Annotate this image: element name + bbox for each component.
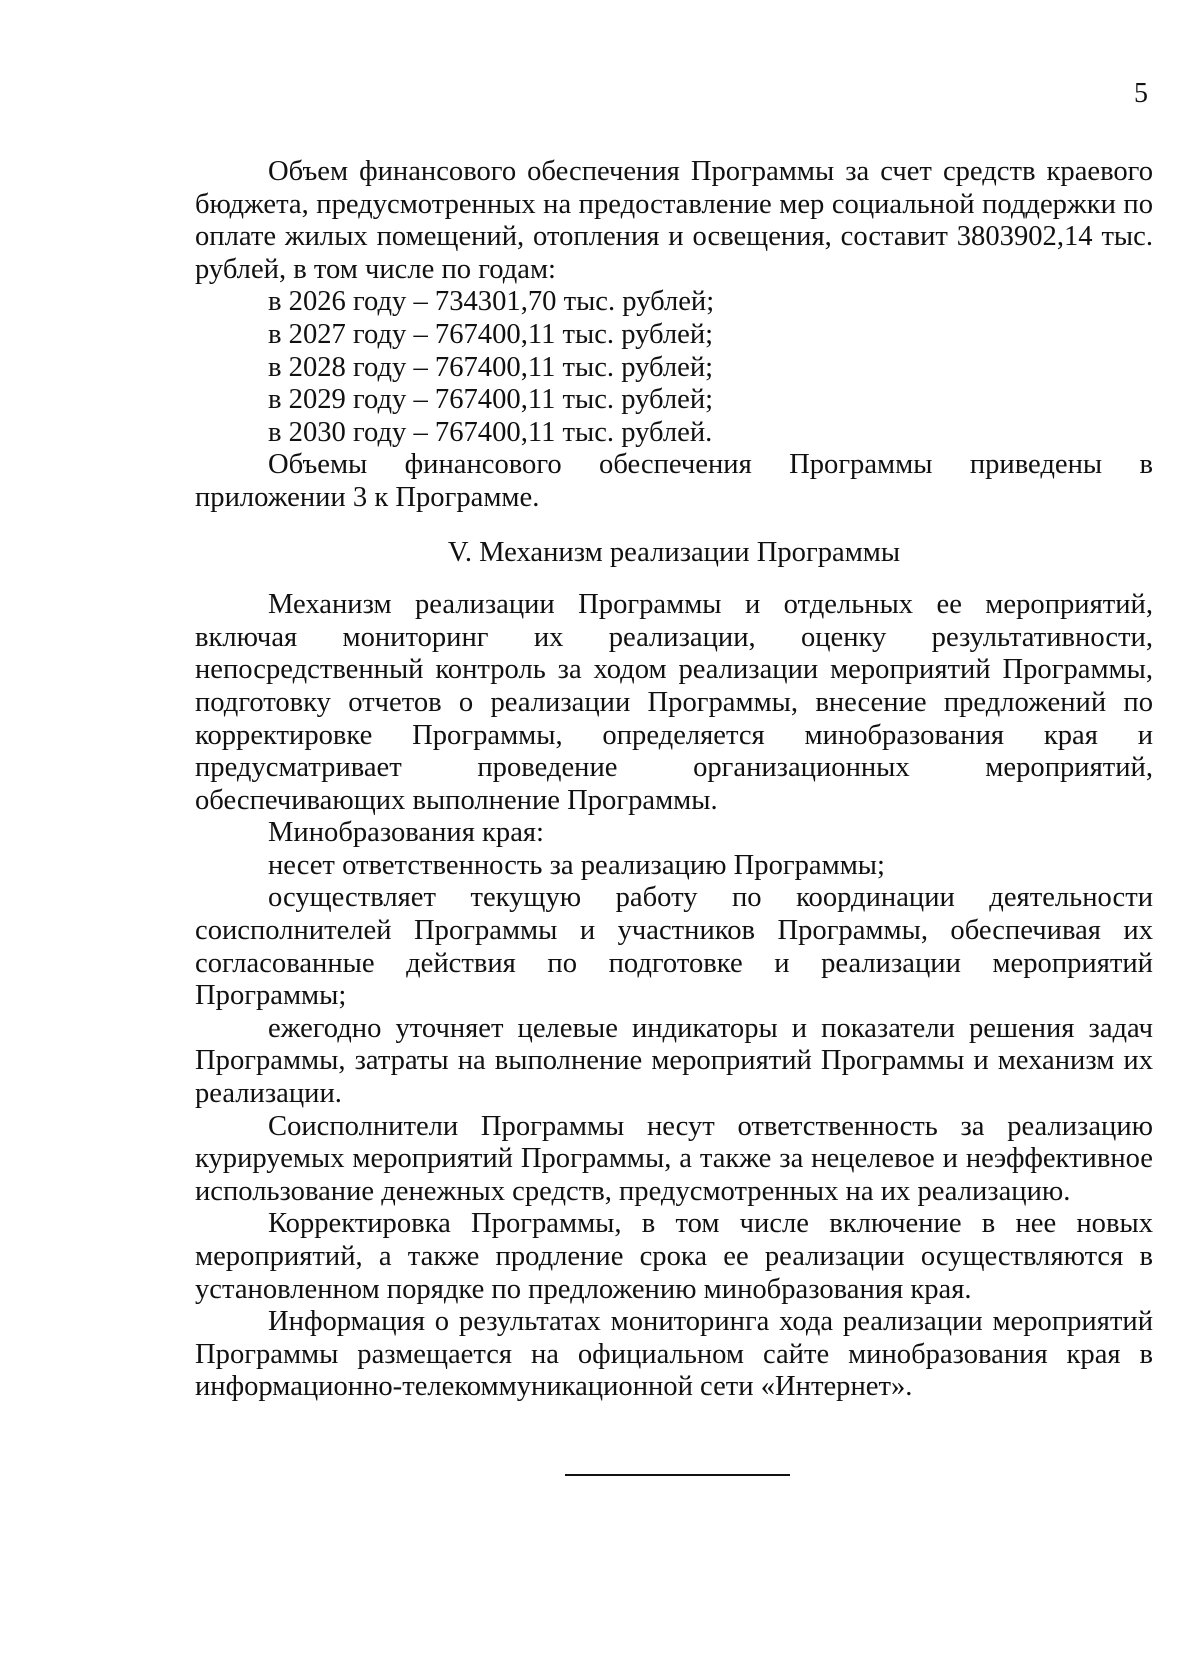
funding-year-item: в 2026 году – 734301,70 тыс. рублей; — [268, 286, 715, 318]
monitoring-info-paragraph: Информация о результатах мониторинга хода реализации мероприятий Программы размещается на официальном сайте минобразования края в информационно-телекоммуникационной сети «Интернет». — [195, 1306, 1153, 1403]
funding-year-item: в 2029 году – 767400,11 тыс. рублей; — [268, 384, 714, 416]
section-heading: V. Механизм реализации Программы — [447, 536, 901, 568]
end-of-text-rule — [565, 1474, 790, 1476]
funding-year-item: в 2030 году – 767400,11 тыс. рублей. — [268, 416, 713, 448]
mechanism-paragraph: Механизм реализации Программы и отдельных ее мероприятий, включая мониторинг их реализации, оценку результативности, непосредственный контроль за ходом реализации мероприятий Программы, подготовку отчетов о реализации Программы, внесение предложений по корректировке Программы, определяется минобразования края и предусматривает проведение организационных мероприятий, обеспечивающих выполнение Программы. — [195, 589, 1153, 816]
adjustment-paragraph: Корректировка Программы, в том числе включение в нее новых мероприятий, а также продление срока ее реализации осуществляются в установленном порядке по предложению минобразования края. — [195, 1208, 1153, 1305]
page-number: 5 — [1134, 78, 1148, 109]
funding-by-year-list — [195, 286, 1153, 449]
funding-intro-paragraph: Объем финансового обеспечения Программы за счет средств краевого бюджета, предусмотренных на предоставление мер социальной поддержки по оплате жилых помещений, отопления и освещения, составит 3803902,14 тыс. рублей, в том числе по годам: — [195, 156, 1153, 285]
responsibility-paragraph: несет ответственность за реализацию Программы; — [268, 849, 885, 881]
ministry-label-paragraph: Минобразования края: — [268, 817, 544, 849]
funding-year-item: в 2028 году – 767400,11 тыс. рублей; — [268, 351, 714, 383]
coexecutors-paragraph: Соисполнители Программы несут ответственность за реализацию курируемых мероприятий Программы, а также за нецелевое и неэффективное использование денежных средств, предусмотренных на их реализацию. — [195, 1110, 1153, 1207]
funding-year-item: в 2027 году – 767400,11 тыс. рублей; — [268, 318, 714, 350]
coordination-paragraph: осуществляет текущую работу по координации деятельности соисполнителей Программы и участников Программы, обеспечивая их согласованные действия по подготовке и реализации мероприятий Программы; — [195, 882, 1153, 1012]
appendix-note-paragraph: Объемы финансового обеспечения Программы приведены в приложении 3 к Программе. — [195, 449, 1153, 513]
indicators-paragraph: ежегодно уточняет целевые индикаторы и показатели решения задач Программы, затраты на выполнение мероприятий Программы и механизм их реализации. — [195, 1012, 1153, 1110]
document-body — [195, 156, 1153, 1404]
